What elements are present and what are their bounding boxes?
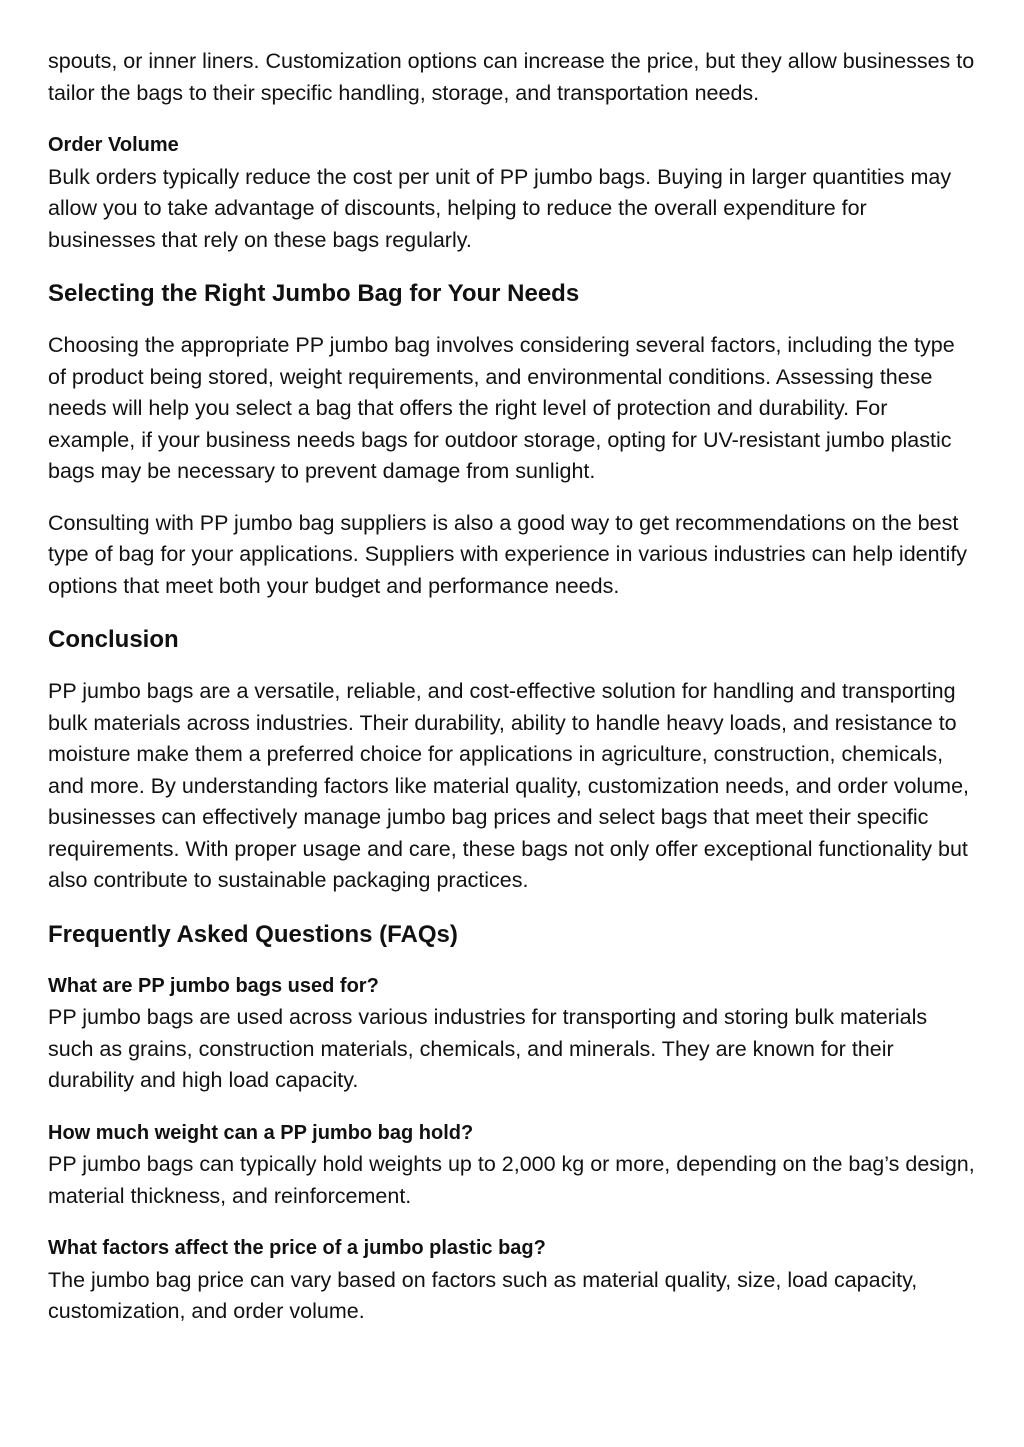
faq-item — [48, 1118, 978, 1213]
faq-answer: PP jumbo bags can typically hold weights up to 2,000 kg or more, depending on the bag’s design, material thickness, and reinforcement. — [48, 1152, 975, 1208]
intro-continuation-paragraph: spouts, or inner liners. Customization options can increase the price, but they allow businesses to tailor the bags to their specific handling, storage, and transportation needs. — [48, 49, 975, 105]
conclusion-heading: Conclusion — [48, 626, 179, 653]
order-volume-paragraph: Bulk orders typically reduce the cost per unit of PP jumbo bags. Buying in larger quantities may allow you to take advantage of discounts, helping to reduce the overall expenditure for businesses that rely on these bags regularly. — [48, 164, 952, 252]
order-volume-section — [48, 130, 978, 256]
selecting-heading: Selecting the Right Jumbo Bag for Your Needs — [48, 280, 580, 307]
faq-answer: PP jumbo bags are used across various industries for transporting and storing bulk materials such as grains, construction materials, chemicals, and minerals. They are known for their durability and high load capacity. — [48, 1005, 928, 1092]
order-volume-title: Order Volume — [48, 134, 179, 156]
faq-question: What are PP jumbo bags used for? — [48, 974, 379, 997]
selecting-paragraph-2: Consulting with PP jumbo bag suppliers is also a good way to get recommendations on the best type of bag for your applications. Suppliers with experience in various industries can help identify options that meet both your budget and performance needs. — [48, 510, 968, 598]
conclusion-paragraph: PP jumbo bags are a versatile, reliable, and cost-effective solution for handling and transporting bulk materials across industries. Their durability, ability to handle heavy loads, and resistance to moisture make them a preferred choice for applications in agriculture, construction, chemicals, and more. By understanding factors like material quality, customization needs, and order volume, businesses can effectively manage jumbo bag prices and select bags that meet their specific requirements. With proper usage and care, these bags not only offer exceptional functionality but also contribute to sustainable packaging practices. — [48, 679, 969, 892]
faq-item — [48, 1233, 978, 1328]
document-page — [48, 46, 978, 1328]
faq-item — [48, 971, 978, 1097]
faq-answer: The jumbo bag price can vary based on factors such as material quality, size, load capacity, customization, and order volume. — [48, 1267, 918, 1323]
faqs-heading: Frequently Asked Questions (FAQs) — [48, 920, 458, 948]
faq-question: How much weight can a PP jumbo bag hold? — [48, 1121, 474, 1144]
selecting-paragraph-1: Choosing the appropriate PP jumbo bag involves considering several factors, including the type of product being stored, weight requirements, and environmental conditions. Assessing these needs will help you select a bag that offers the right level of protection and durability. For example, if your business needs bags for outdoor storage, opting for UV-resistant jumbo plastic bags may be necessary to prevent damage from sunlight. — [48, 333, 955, 483]
faq-question: What factors affect the price of a jumbo plastic bag? — [48, 1237, 546, 1259]
